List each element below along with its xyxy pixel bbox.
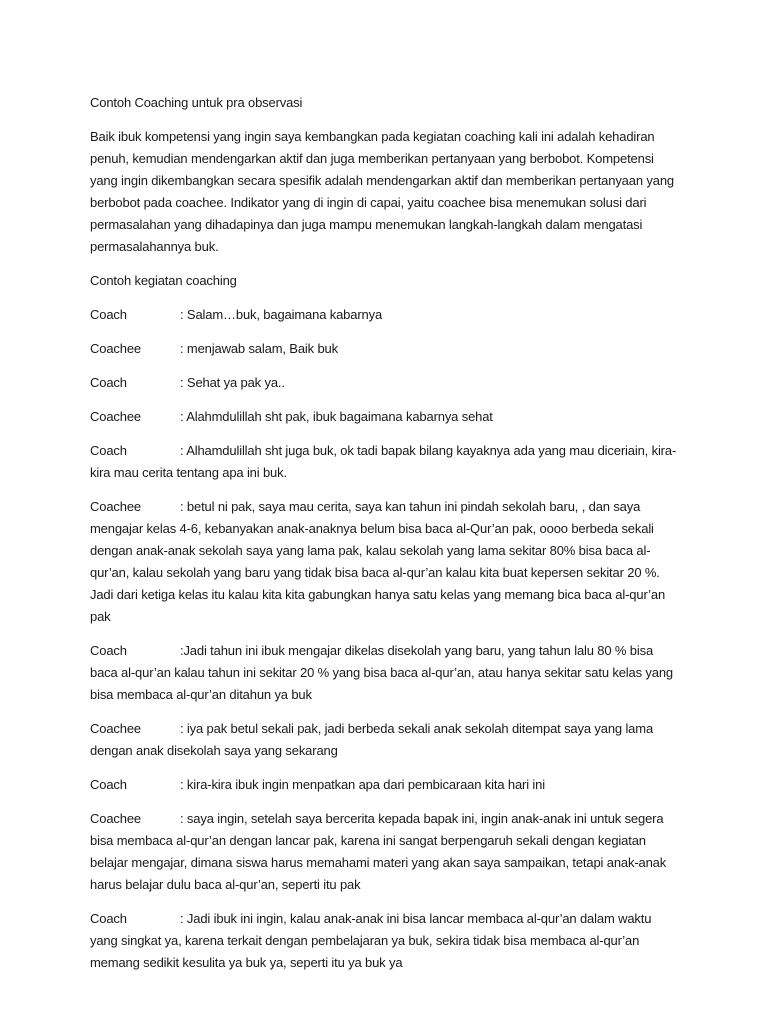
dialogue-turn xyxy=(90,496,680,628)
speaker-label: Coachee xyxy=(90,409,141,424)
turn-text: : Sehat ya pak ya.. xyxy=(180,375,285,390)
turn-text: : kira-kira ibuk ingin menpatkan apa dari pembicaraan kita hari ini xyxy=(180,777,545,792)
dialogue-turn xyxy=(90,774,680,796)
speaker-label: Coach xyxy=(90,777,127,792)
turn-text: : saya ingin, setelah saya bercerita kepada bapak ini, ingin anak-anak ini untuk segera bisa membaca al-qur’an dengan lancar pak, karena ini sangat berpengaruh sekali dengan kegiatan belajar mengajar, dimana siswa harus memahami materi yang akan saya sampaikan, tetapi anak-anak harus belajar dulu baca al-qur’an, seperti itu pak xyxy=(90,811,667,892)
section-title: Contoh kegiatan coaching xyxy=(90,273,237,288)
dialogue-turn xyxy=(90,372,680,394)
speaker-label: Coach xyxy=(90,911,127,926)
speaker-label: Coachee xyxy=(90,721,141,736)
speaker-label: Coachee xyxy=(90,499,141,514)
dialogue-turn xyxy=(90,808,680,896)
speaker-label: Coach xyxy=(90,443,127,458)
dialogue-turn xyxy=(90,640,680,706)
turn-text: : Alahmdulillah sht pak, ibuk bagaimana kabarnya sehat xyxy=(180,409,493,424)
dialogue-turn xyxy=(90,718,680,762)
turn-text: : menjawab salam, Baik buk xyxy=(180,341,338,356)
intro-paragraph: Baik ibuk kompetensi yang ingin saya kembangkan pada kegiatan coaching kali ini adalah kehadiran penuh, kemudian mendengarkan aktif dan juga memberikan pertanyaan yang berbobot. Kompetensi yang ingin dikembangkan secara spesifik adalah mendengarkan aktif dan memberikan pertanyaan yang berbobot pada coachee. Indikator yang di ingin di capai, yaitu coachee bisa menemukan solusi dari permasalahan yang dihadapinya dan juga mampu menemukan langkah-langkah dalam mengatasi permasalahannya buk. xyxy=(90,129,674,254)
turn-text: : Alhamdulillah sht juga buk, ok tadi bapak bilang kayaknya ada yang mau diceriain, kira-kira mau cerita tentang apa ini buk. xyxy=(90,443,677,480)
dialogue-turn xyxy=(90,440,680,484)
document-title: Contoh Coaching untuk pra observasi xyxy=(90,95,303,110)
turn-text: : Jadi ibuk ini ingin, kalau anak-anak ini bisa lancar membaca al-qur’an dalam waktu yang singkat ya, karena terkait dengan pembelajaran ya buk, sekira tidak bisa membaca al-qur’an memang sedikit kesulita ya buk ya, seperti itu ya buk ya xyxy=(90,911,652,970)
document-page xyxy=(90,92,680,986)
dialogue-turn xyxy=(90,338,680,360)
speaker-label: Coach xyxy=(90,307,127,322)
speaker-label: Coachee xyxy=(90,811,141,826)
speaker-label: Coach xyxy=(90,375,127,390)
speaker-label: Coach xyxy=(90,643,127,658)
dialogue-turn xyxy=(90,406,680,428)
speaker-label: Coachee xyxy=(90,341,141,356)
turn-text: : iya pak betul sekali pak, jadi berbeda sekali anak sekolah ditempat saya yang lama dengan anak disekolah saya yang sekarang xyxy=(90,721,654,758)
dialogue-turn xyxy=(90,304,680,326)
turn-text: : betul ni pak, saya mau cerita, saya kan tahun ini pindah sekolah baru, , dan saya mengajar kelas 4-6, kebanyakan anak-anaknya belum bisa baca al-Qur’an pak, oooo berbeda sekali dengan anak-anak sekolah saya yang lama pak, kalau sekolah yang lama sekitar 80% bisa baca al-qur’an, kalau sekolah yang baru yang tidak bisa baca al-qur’an kalau kita buat kepersen sekitar 20 %. Jadi dari ketiga kelas itu kalau kita kita gabungkan hanya satu kelas yang memang bica baca al-qur’an pak xyxy=(90,499,666,624)
dialogue-turn xyxy=(90,908,680,974)
turn-text: : Salam…buk, bagaimana kabarnya xyxy=(180,307,383,322)
dialogue-list xyxy=(90,304,680,974)
turn-text: :Jadi tahun ini ibuk mengajar dikelas disekolah yang baru, yang tahun lalu 80 % bisa baca al-qur’an kalau tahun ini sekitar 20 % yang bisa baca al-qur’an, atau hanya sekitar satu kelas yang bisa membaca al-qur’an ditahun ya buk xyxy=(90,643,674,702)
